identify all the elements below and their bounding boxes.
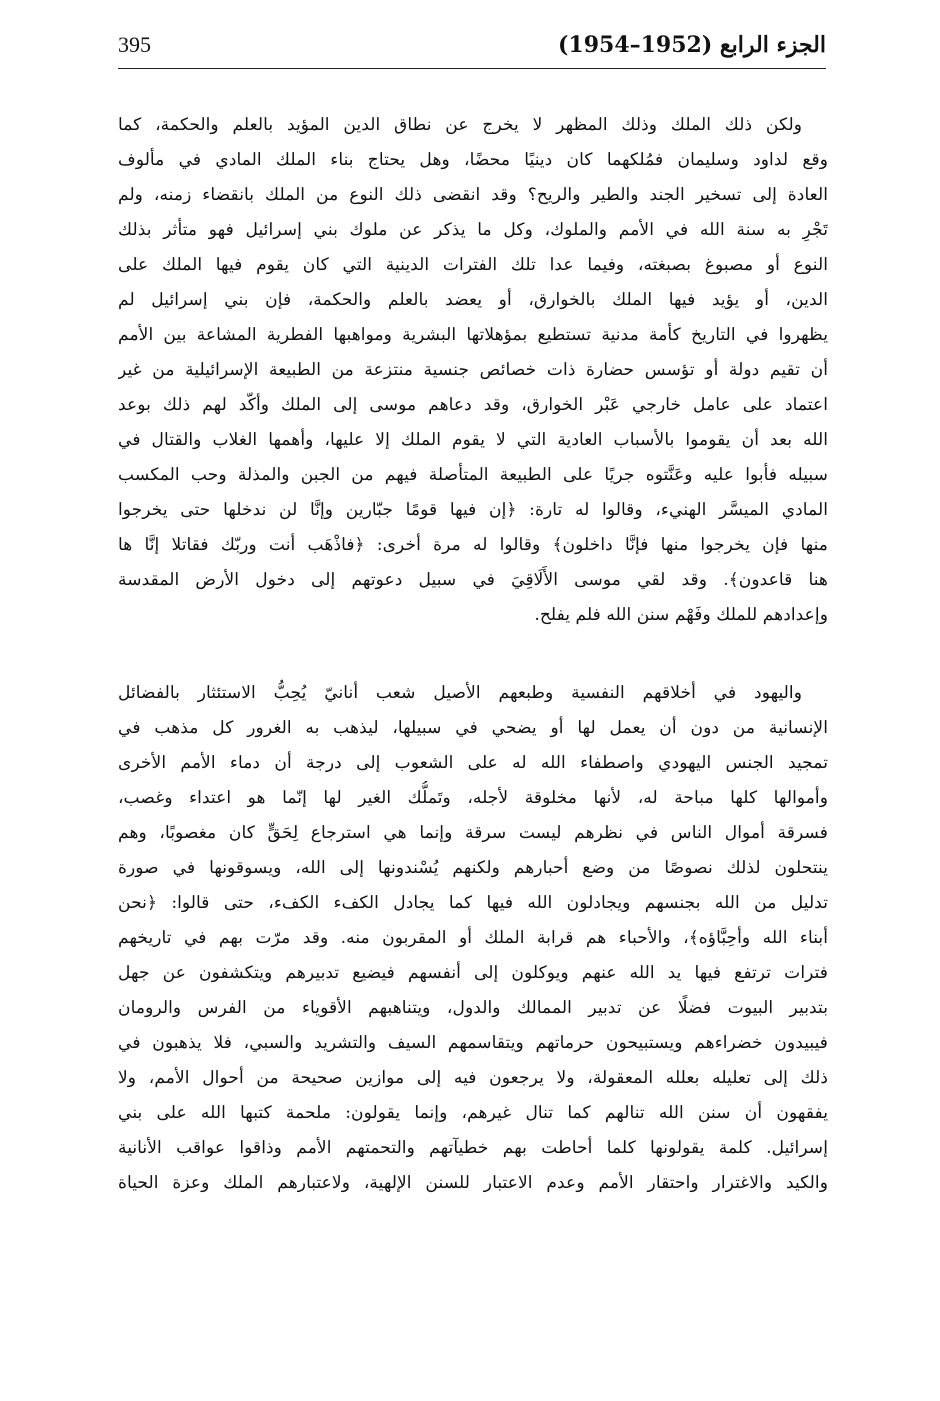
paragraph-gap bbox=[118, 633, 828, 676]
text-line: الدين، أو يؤيد فيها الملك بالخوارق، أو يعضد بالعلم والحكمة، فإن بني إسرائيل لم bbox=[118, 290, 828, 310]
body-text bbox=[118, 108, 828, 1201]
text-line: وقع لداود وسليمان فمُلكهما كان دينيًا محضًا، وهل يحتاج بناء الملك المادي في مألوف bbox=[118, 150, 828, 170]
text-line: الإنسانية من دون أن يعمل لها أو يضحي في سبيلها، ليذهب به الغرور كل مذهب في bbox=[118, 718, 828, 738]
text-line: يظهروا في التاريخ كأمة مدنية تستطيع بمؤهلاتها البشرية ومواهبها الفطرية المشاعة بين الأمم bbox=[118, 325, 828, 345]
paragraph-1 bbox=[118, 108, 828, 633]
text-line: بتدبير البيوت فضلًا عن تدبير الممالك والدول، ويتناهبهم الأقوياء من الفرس والرومان bbox=[118, 998, 828, 1018]
text-line: اعتماد على عامل خارجي عَبْر الخوارق، وقد دعاهم موسى إلى الملك وأكّد لهم ذلك بوعد bbox=[118, 395, 828, 415]
text-line: فسرقة أموال الناس في نظرهم ليست سرقة وإنما هي استرجاع لِحَقٍّ كان مغصوبًا، وهم bbox=[118, 823, 828, 843]
text-line: ولكن ذلك الملك وذلك المظهر لا يخرج عن نطاق الدين المؤيد بالعلم والحكمة، كما bbox=[118, 115, 802, 135]
text-line: هنا قاعدون﴾. وقد لقي موسى الأَلَاقِيَ في سبيل دعوتهم إلى دخول الأرض المقدسة bbox=[118, 570, 828, 590]
text-line: وإعدادهم للملك وفَهْم سنن الله فلم يفلح. bbox=[534, 605, 828, 625]
text-line: ينتحلون لذلك نصوصًا من وضع أحبارهم ولكنهم يُسْندونها إلى الله، ويسوقونها في صورة bbox=[118, 858, 828, 878]
text-line: العادة إلى تسخير الجند والطير والريح؟ وقد انقضى ذلك النوع من الملك بانقضاء زمنه، ولم bbox=[118, 185, 828, 205]
text-line: منها فإن يخرجوا منها فإنَّا داخلون﴾ وقالوا له مرة أخرى: ﴿فاذْهَب أنت وربّك فقاتلا إنَّا ها bbox=[118, 535, 828, 555]
text-line: فيبيدون خضراءهم ويستبيحون حرماتهم ويتقاسمهم السيف والتشريد والسبي، فلا يذهبون في bbox=[118, 1033, 828, 1053]
text-line: أن تقيم دولة أو تؤسس حضارة ذات خصائص جنسية منتزعة من الطبيعة الإسرائيلية من غير bbox=[118, 360, 828, 380]
running-title: الجزء الرابع (1952–1954) bbox=[557, 32, 826, 58]
text-line: إسرائيل. كلمة يقولونها كلما أحاطت بهم خطيآتهم والتحمتهم الأمم وذاقوا عواقب الأنانية bbox=[118, 1138, 828, 1158]
text-line: تمجيد الجنس اليهودي واصطفاء الله له على الشعوب إلى درجة أن دماء الأمم الأخرى bbox=[118, 753, 828, 773]
text-line: وأموالها كلها مباحة له، لأنها مخلوقة لأجله، وتَملُّك الغير لها إنّما هو اعتداء وغصب، bbox=[118, 788, 828, 808]
text-line: يفقهون أن سنن الله تنالهم كما تنال غيرهم، وإنما يقولون: ملحمة كتبها الله على بني bbox=[118, 1103, 828, 1123]
text-line: فترات ترتفع فيها يد الله عنهم ويوكلون إلى أنفسهم فيضيع تدبيرهم ويتكشفون عن جهل bbox=[118, 963, 828, 983]
header-rule bbox=[118, 68, 826, 69]
paragraph-2 bbox=[118, 676, 828, 1201]
text-line: الله بعد أن يقوموا بالأسباب العادية التي لا يقوم الملك إلا عليها، وأهمها الغلاب والقتال في bbox=[118, 430, 828, 450]
page-number: 395 bbox=[118, 32, 151, 57]
text-line: النوع أو مصبوغ بصبغته، وفيما عدا تلك الفترات الدينية التي كان يقوم فيها الملك على bbox=[118, 255, 828, 275]
page-header bbox=[118, 30, 826, 66]
text-line: والكيد والاغترار واحتقار الأمم وعدم الاعتبار للسنن الإلهية، ولاعتبارهم الملك وعزة الحياة bbox=[118, 1173, 828, 1193]
text-line: ذلك إلى تعليله بعلله المعقولة، ولا يرجعون فيه إلى موازين صحيحة من أحوال الأمم، ولا bbox=[118, 1068, 828, 1088]
text-line: سبيله فأبوا عليه وعَنَّتوه جريًا على الطبيعة المتأصلة فيهم من الجبن والمذلة وحب المكسب bbox=[118, 465, 828, 485]
text-line: المادي الميسَّر الهنيء، وقالوا له تارة: ﴿إن فيها قومًا جبّارين وإنَّا لن ندخلها حتى يخرجوا bbox=[118, 500, 828, 520]
text-line: أبناء الله وأحِبَّاؤه﴾، والأحباء هم قرابة الملك أو المقربون منه. وقد مرّت بهم في تاريخهم bbox=[118, 928, 828, 948]
text-line: واليهود في أخلاقهم النفسية وطبعهم الأصيل شعب أنانيّ يُحِبُّ الاستئثار بالفضائل bbox=[118, 683, 802, 703]
text-line: تدليل من الله بجنسهم ويجادلون الله فيها كما يجادل الكفء الكفء، حتى قالوا: ﴿نحن bbox=[118, 893, 828, 913]
text-line: تَجْرِ به سنة الله في الأمم والملوك، وكل ما يذكر عن ملوك بني إسرائيل فهو متأثر بذلك bbox=[118, 220, 828, 240]
